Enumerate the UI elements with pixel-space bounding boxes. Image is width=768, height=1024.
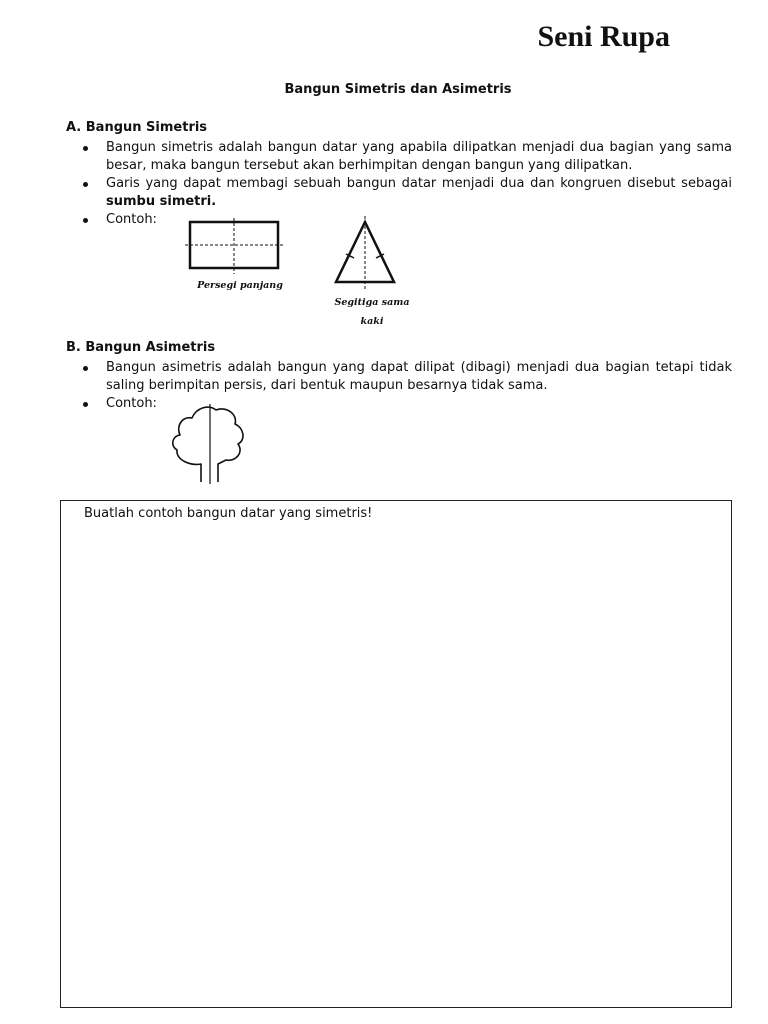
bullet-icon bbox=[83, 218, 88, 223]
list-item bbox=[66, 175, 732, 211]
bullet-icon bbox=[83, 366, 88, 371]
bullet-icon bbox=[83, 402, 88, 407]
section-symmetric bbox=[66, 119, 732, 229]
example-label: Contoh: bbox=[106, 212, 157, 227]
list-item bbox=[66, 139, 732, 175]
tree-figure bbox=[168, 398, 250, 484]
triangle-caption-line-1: Segitiga sama bbox=[334, 297, 410, 308]
axis-term: sumbu simetri. bbox=[106, 194, 217, 209]
subject-title: Seni Rupa bbox=[537, 20, 670, 53]
list-item bbox=[66, 395, 732, 413]
definition-text: Bangun asimetris adalah bangun yang dapat dilipat (dibagi) menjadi dua bagian tetapi tidak saling berimpitan persis, dari bentuk maupun besarnya tidak sama. bbox=[106, 360, 732, 393]
list-item bbox=[66, 359, 732, 395]
bullet-icon bbox=[83, 182, 88, 187]
section-asymmetric bbox=[66, 339, 732, 413]
isosceles-triangle-figure bbox=[330, 216, 400, 290]
axis-text: Garis yang dapat membagi sebuah bangun datar menjadi dua dan kongruen disebut sebagai bbox=[106, 176, 732, 191]
bullet-icon bbox=[83, 146, 88, 151]
section-b-heading: B. Bangun Asimetris bbox=[66, 340, 216, 355]
section-b-bullets bbox=[66, 359, 732, 413]
example-label: Contoh: bbox=[106, 396, 157, 411]
triangle-caption-line-2: kaki bbox=[360, 316, 384, 327]
rectangle-caption: Persegi panjang bbox=[197, 280, 283, 291]
rectangle-figure bbox=[185, 218, 285, 274]
answer-prompt: Buatlah contoh bangun datar yang simetris! bbox=[84, 506, 373, 521]
section-a-heading: A. Bangun Simetris bbox=[66, 120, 208, 135]
answer-box[interactable] bbox=[60, 500, 732, 1008]
definition-text: Bangun simetris adalah bangun datar yang apabila dilipatkan menjadi dua bagian yang sama besar, maka bangun tersebut akan berhimpitan dengan bangun yang dilipatkan. bbox=[106, 140, 732, 173]
page-title: Bangun Simetris dan Asimetris bbox=[284, 82, 512, 97]
